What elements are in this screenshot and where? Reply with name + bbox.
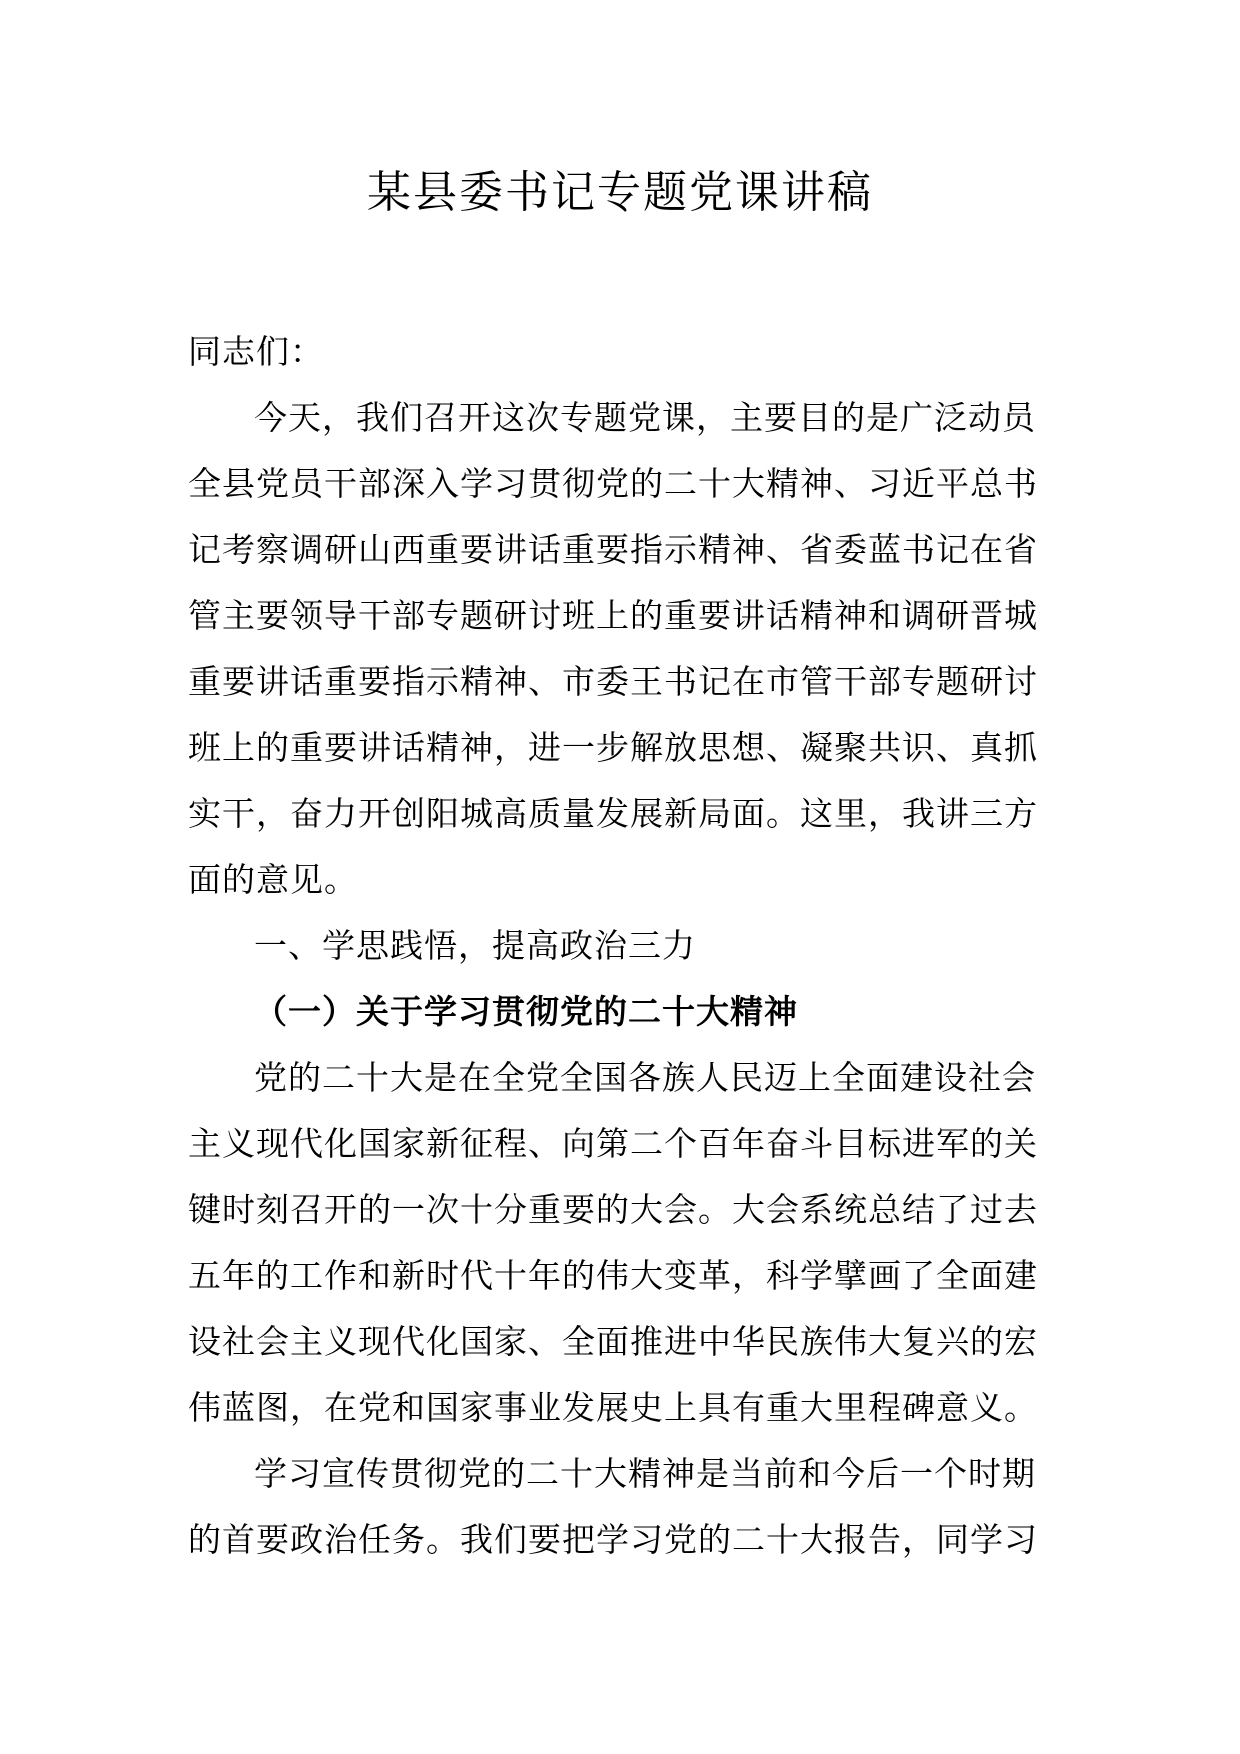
document-body <box>188 319 1054 1573</box>
paragraph-line: 主义现代化国家新征程、向第二个百年奋斗目标进军的关 <box>188 1124 1038 1163</box>
paragraph-line: 今天，我们召开这次专题党课，主要目的是广泛动员 <box>254 398 1036 437</box>
paragraph-line: 党的二十大是在全党全国各族人民迈上全面建设社会 <box>254 1058 1036 1097</box>
paragraph-line: 面的意见。 <box>188 860 358 899</box>
paragraph-line: 的首要政治任务。我们要把学习党的二十大报告，同学习 <box>188 1520 1038 1559</box>
paragraph-line: 记考察调研山西重要讲话重要指示精神、省委蓝书记在省 <box>188 530 1038 569</box>
paragraph-line: 学习宣传贯彻党的二十大精神是当前和今后一个时期 <box>254 1454 1036 1493</box>
section-heading: 一、学思践悟，提高政治三力 <box>254 926 696 965</box>
salutation: 同志们： <box>188 332 324 371</box>
subsection-heading: （一）关于学习贯彻党的二十大精神 <box>254 992 798 1031</box>
paragraph-line: 实干，奋力开创阳城高质量发展新局面。这里，我讲三方 <box>188 794 1038 833</box>
paragraph-line: 重要讲话重要指示精神、市委王书记在市管干部专题研讨 <box>188 662 1038 701</box>
paragraph-line: 伟蓝图，在党和国家事业发展史上具有重大里程碑意义。 <box>188 1388 1038 1427</box>
paragraph-line: 班上的重要讲话精神，进一步解放思想、凝聚共识、真抓 <box>188 728 1038 767</box>
paragraph-line: 五年的工作和新时代十年的伟大变革，科学擘画了全面建 <box>188 1256 1038 1295</box>
paragraph-line: 全县党员干部深入学习贯彻党的二十大精神、习近平总书 <box>188 464 1038 503</box>
paragraph-line: 键时刻召开的一次十分重要的大会。大会系统总结了过去 <box>188 1190 1038 1229</box>
paragraph-line: 设社会主义现代化国家、全面推进中华民族伟大复兴的宏 <box>188 1322 1038 1361</box>
paragraph-line: 管主要领导干部专题研讨班上的重要讲话精神和调研晋城 <box>188 596 1038 635</box>
document-title: 某县委书记专题党课讲稿 <box>367 167 873 218</box>
